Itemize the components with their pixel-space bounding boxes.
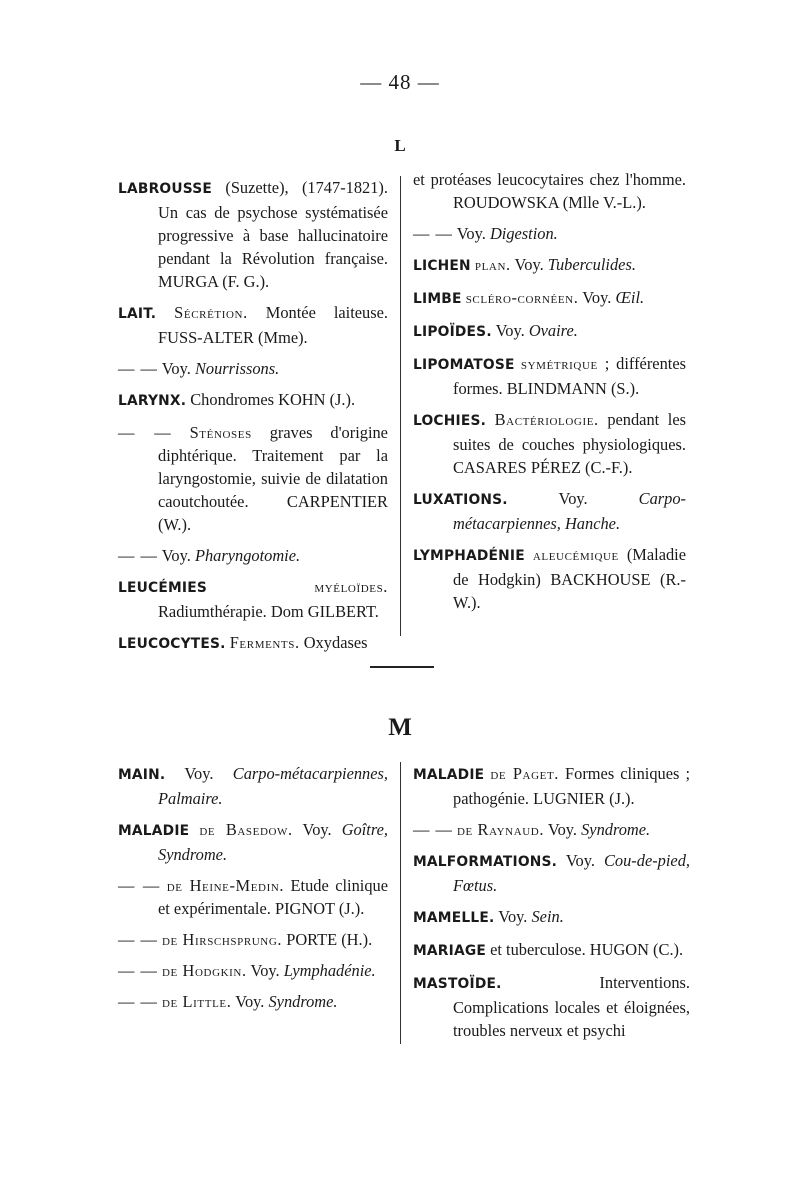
index-entry: [413, 408, 686, 479]
entry-subheading: scléro-cornéen.: [465, 288, 579, 307]
section-l-columns: [118, 170, 686, 652]
entry-text: (Suzette), (1747-1821). Un cas de psychose systématisée progressive à base hallucinatoire pendant la Révolution française. MURGA (F. G.).: [158, 178, 388, 291]
entry-text: graves d'origine diphtérique. Traitement par la laryngostomie, suivie de dilatation caoutchoutée. CARPENTIER (W.).: [158, 423, 388, 534]
index-entry: [118, 928, 388, 951]
index-entry: [118, 818, 388, 866]
index-entry: [413, 971, 690, 1042]
entry-text: [525, 545, 533, 564]
index-entry: [413, 253, 686, 278]
column-left: [118, 762, 400, 1044]
entry-headword: MARIAGE: [413, 943, 486, 959]
index-entry: [413, 905, 690, 930]
index-entry: [413, 543, 686, 614]
entry-repeat-dash: — —: [413, 820, 453, 839]
entry-text: Voy.: [494, 907, 532, 926]
entry-headword: LYMPHADÉNIE: [413, 548, 525, 564]
entry-subheading: plan.: [474, 255, 511, 274]
entry-crossref: Œil.: [615, 288, 645, 307]
entry-text: [172, 423, 190, 442]
entry-repeat-dash: — —: [118, 359, 158, 378]
entry-headword: LICHEN: [413, 258, 471, 274]
section-heading-l: L: [394, 136, 406, 155]
entry-crossref: Syndrome.: [581, 820, 651, 839]
entry-subheading: myéloïdes.: [314, 577, 388, 596]
entry-repeat-dash: — —: [118, 876, 161, 895]
entry-crossref: Ovaire.: [528, 321, 578, 340]
section-separator-rule: [370, 666, 434, 668]
entry-text: Voy.: [165, 764, 233, 783]
index-entry: [118, 959, 388, 982]
index-entry: [118, 575, 388, 623]
entry-subheading: Ferments.: [229, 633, 300, 652]
entry-headword: MALADIE: [118, 823, 190, 839]
entry-crossref: Syndrome.: [268, 992, 338, 1011]
entry-text: [156, 303, 174, 322]
entry-text: Voy.: [157, 359, 195, 378]
entry-text: Voy.: [510, 255, 548, 274]
index-entry: [118, 421, 388, 536]
entry-subheading: de Hirschsprung.: [162, 930, 283, 949]
entry-text: Radiumthérapie. Dom GILBERT.: [158, 602, 379, 621]
entry-repeat-dash: — —: [118, 961, 158, 980]
entry-continuation: et protéases leucocytaires chez l'homme. ROUDOWSKA (Mlle V.-L.).: [413, 170, 686, 212]
index-entry: [118, 874, 388, 920]
index-entry: [413, 487, 686, 535]
entry-text: Voy.: [231, 992, 269, 1011]
entry-text: Voy.: [452, 224, 490, 243]
entry-repeat-dash: — —: [413, 224, 453, 243]
index-entry: [413, 352, 686, 400]
entry-text: Voy.: [557, 851, 604, 870]
entry-text: Voy.: [491, 321, 529, 340]
entry-subheading: aleucémique: [532, 545, 619, 564]
entry-subheading: de Raynaud.: [457, 820, 545, 839]
column-right: [401, 762, 690, 1044]
entry-headword: LABROUSSE: [118, 181, 213, 197]
entry-headword: LIPOMATOSE: [413, 357, 515, 373]
entry-headword: LUXATIONS.: [413, 492, 508, 508]
index-entry: [413, 849, 690, 897]
entry-crossref: Digestion.: [489, 224, 558, 243]
entry-text: Voy.: [292, 820, 342, 839]
entry-headword: MAIN.: [118, 767, 166, 783]
entry-text: [189, 820, 199, 839]
entry-headword: LARYNX.: [118, 393, 187, 409]
entry-repeat-dash: — —: [118, 930, 158, 949]
entry-text: Etude clinique et expérimentale. PIGNOT (J.).: [158, 876, 388, 918]
index-entry: [118, 990, 388, 1013]
entry-crossref: Pharyngotomie.: [194, 546, 301, 565]
index-entry: [118, 631, 388, 656]
section-m-columns: [118, 762, 690, 1044]
entry-crossref: Tuberculides.: [547, 255, 636, 274]
entry-text: Voy.: [507, 489, 639, 508]
entry-text: Formes cliniques ; pathogénie. LUGNIER (J.).: [453, 764, 690, 808]
index-entry: [118, 176, 388, 293]
index-entry: [413, 938, 690, 963]
entry-headword: LOCHIES.: [413, 413, 487, 429]
entry-headword: MASTOÏDE.: [413, 976, 502, 992]
entry-text: et tuberculose. HUGON (C.).: [486, 940, 684, 959]
entry-text: Chondromes KOHN (J.).: [186, 390, 356, 409]
entry-crossref: Nourrissons.: [194, 359, 280, 378]
entry-subheading: de Heine-Medin.: [166, 876, 285, 895]
entry-subheading: de Little.: [162, 992, 232, 1011]
section-heading-m: M: [388, 714, 412, 741]
entry-text: Interventions. Complications locales et éloignées, troubles nerveux et psychi: [453, 973, 690, 1040]
page-number: — 48 —: [360, 70, 440, 94]
entry-repeat-dash: — —: [118, 546, 158, 565]
entry-headword: MAMELLE.: [413, 910, 495, 926]
entry-headword: LAIT.: [118, 306, 157, 322]
entry-text: Oxydases: [299, 633, 368, 652]
entry-text: pendant les suites de couches physiologiques. CASARES PÉREZ (C.-F.).: [453, 410, 686, 477]
index-entry: [118, 388, 388, 413]
entry-crossref: Lymphadénie.: [283, 961, 376, 980]
entry-text: Voy.: [246, 961, 284, 980]
entry-subheading: de Basedow.: [199, 820, 293, 839]
entry-text: Voy.: [544, 820, 582, 839]
entry-text: [207, 577, 314, 596]
index-entry: [118, 762, 388, 810]
entry-headword: LEUCOCYTES.: [118, 636, 226, 652]
entry-crossref: Carpo-métacarpiennes, Palmaire.: [158, 764, 388, 808]
entry-text: (Maladie de Hodgkin) BACKHOUSE (R.-W.).: [453, 545, 686, 612]
entry-subheading: symétrique ;: [520, 354, 610, 373]
entry-subheading: de Hodgkin.: [162, 961, 247, 980]
entry-text: Voy.: [578, 288, 616, 307]
entry-text: Montée laiteuse. FUSS-ALTER (Mme).: [158, 303, 388, 347]
entry-text: [486, 410, 495, 429]
index-entry: [118, 301, 388, 349]
entry-subheading: Sténoses: [189, 423, 252, 442]
index-entry: [118, 357, 388, 380]
entry-subheading: Bactériologie.: [494, 410, 599, 429]
entry-repeat-dash: — —: [118, 992, 158, 1011]
index-entry: [118, 544, 388, 567]
entry-headword: MALADIE: [413, 767, 485, 783]
entry-repeat-dash: — —: [118, 423, 172, 442]
column-right: [401, 170, 686, 636]
index-entry: [413, 286, 686, 311]
index-entry: [413, 319, 686, 344]
entry-text: PORTE (H.).: [282, 930, 373, 949]
entry-subheading: de Paget.: [490, 764, 559, 783]
entry-text: différentes formes. BLINDMANN (S.).: [453, 354, 686, 398]
index-entry: [413, 818, 690, 841]
entry-headword: MALFORMATIONS.: [413, 854, 558, 870]
entry-headword: LIPOÏDES.: [413, 324, 492, 340]
entry-crossref: Sein.: [531, 907, 564, 926]
entry-crossref: Cou-de-pied, Fœtus.: [453, 851, 690, 895]
entry-crossref: Carpo-métacarpiennes, Hanche.: [453, 489, 686, 533]
entry-crossref: Goître, Syndrome.: [158, 820, 388, 864]
index-entry: [413, 762, 690, 810]
entry-text: Voy.: [157, 546, 195, 565]
entry-headword: LEUCÉMIES: [118, 580, 207, 596]
index-entry: [413, 168, 686, 214]
entry-headword: LIMBE: [413, 291, 462, 307]
entry-subheading: Sécrétion.: [174, 303, 248, 322]
column-left: [118, 176, 400, 652]
index-entry: [413, 222, 686, 245]
